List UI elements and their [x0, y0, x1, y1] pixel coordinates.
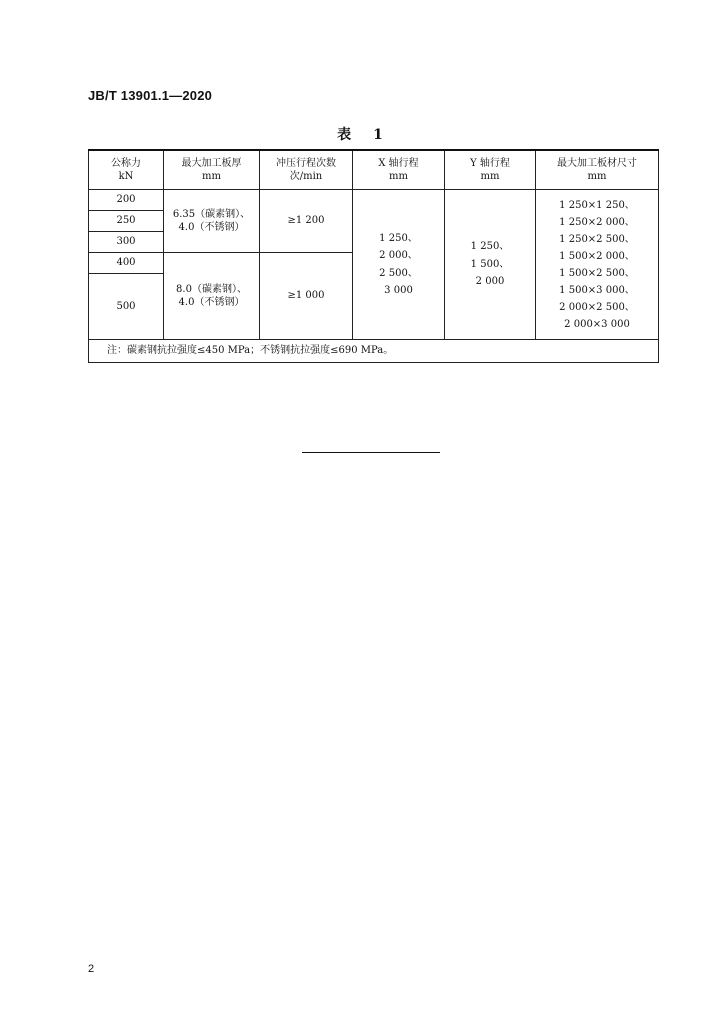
nominal-force-cell: 400 — [89, 253, 164, 274]
nominal-force-cell: 500 — [89, 274, 164, 340]
stroke-rate-group-1: ≥1 200 — [260, 190, 353, 253]
thickness-group-1: 6.35（碳素钢）、 4.0（不锈钢） — [164, 190, 260, 253]
page-number: 2 — [88, 963, 95, 975]
x-travel-cell: 1 250、 2 000、 2 500、 3 000 — [353, 190, 445, 340]
end-of-standard-rule — [302, 452, 440, 453]
stroke-rate-group-2: ≥1 000 — [260, 253, 353, 340]
table-header-row — [89, 150, 659, 190]
standard-code: JB/T 13901.1—2020 — [88, 88, 213, 103]
max-sheet-size-cell: 1 250×1 250、 1 250×2 000、 1 250×2 500、 1 500×2 000、 1 500×2 500、 1 500×3 000、 2 000×2 500、 2 000×3 000 — [536, 190, 659, 340]
table-note-row — [89, 340, 659, 363]
header-y-travel: Y 轴行程 mm — [445, 150, 536, 190]
y-travel-cell: 1 250、 1 500、 2 000 — [445, 190, 536, 340]
thickness-group-2: 8.0（碳素钢）、 4.0（不锈钢） — [164, 253, 260, 340]
header-stroke-rate: 冲压行程次数 次/min — [260, 150, 353, 190]
header-nominal-force: 公称力 kN — [89, 150, 164, 190]
header-max-thickness: 最大加工板厚 mm — [164, 150, 260, 190]
nominal-force-cell: 300 — [89, 232, 164, 253]
table-row — [89, 190, 659, 211]
table-note: 注：碳素钢抗拉强度≤450 MPa；不锈钢抗拉强度≤690 MPa。 — [89, 340, 659, 363]
nominal-force-cell: 200 — [89, 190, 164, 211]
header-x-travel: X 轴行程 mm — [353, 150, 445, 190]
header-max-sheet-size: 最大加工板材尺寸 mm — [536, 150, 659, 190]
nominal-force-cell: 250 — [89, 211, 164, 232]
specification-table — [88, 149, 659, 363]
table-title: 表 1 — [337, 127, 387, 143]
